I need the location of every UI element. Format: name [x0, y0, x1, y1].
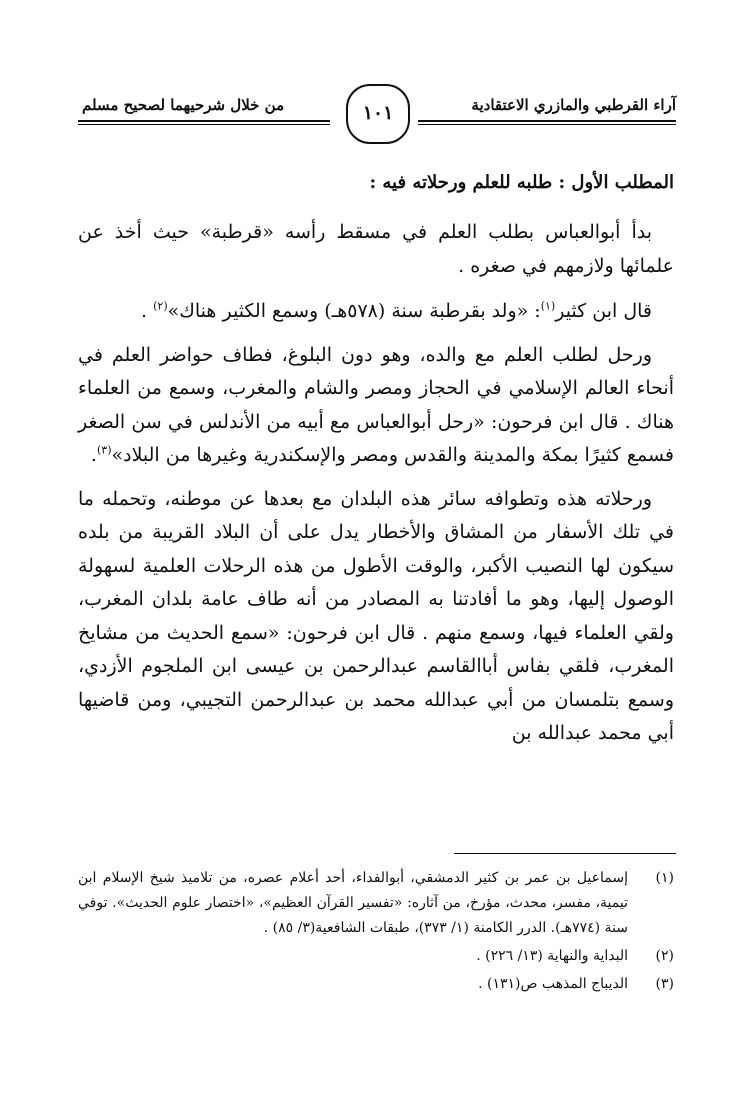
footnotes: [78, 866, 674, 1000]
paragraph-2-quote: : «ولد بقرطبة سنة (٥٧٨هـ) وسمع الكثير هناك»: [167, 300, 541, 322]
footnote-2-number: (٢): [655, 948, 674, 964]
footnote-ref-1: (١): [540, 299, 556, 313]
paragraph-3: [78, 339, 674, 473]
header-book-title: آراء القرطبي والمازري الاعتقادية: [471, 96, 676, 114]
running-header: [78, 88, 676, 148]
footnote-ref-2: (٢): [153, 299, 168, 313]
footnote-2-text: البداية والنهاية (١٣/ ٢٢٦) .: [476, 948, 628, 964]
header-rule-left: [78, 120, 330, 122]
footnote-ref-3: (٣): [96, 443, 112, 457]
footnote-1-number: (١): [655, 870, 674, 886]
footnote-2: [78, 944, 674, 969]
header-subtitle: من خلال شرحيهما لصحيح مسلم: [82, 96, 285, 114]
paragraph-2-end: .: [141, 300, 148, 322]
paragraph-4: [78, 483, 674, 751]
footnote-3: [78, 972, 674, 997]
footnote-1: [78, 866, 674, 941]
paragraph-1-text: بدأ أبوالعباس بطلب العلم في مسقط رأسه «قرطبة» حيث أخذ عن علمائها ولازمهم في صغره .: [78, 221, 674, 277]
header-rule-left-thin: [78, 124, 330, 125]
footnote-separator: [454, 853, 676, 854]
paragraph-1: [78, 216, 674, 283]
paragraph-4-text: ورحلاته هذه وتطوافه سائر هذه البلدان مع بعدها عن موطنه، وتحمله ما في تلك الأسفار من المشاق والأخطار يدل على أن البلاد القريبة من بلده سيكون لها النصيب الأكبر، والوقت الأطول من هذه الرحلات العلمية لسهولة الوصول إليها، وهو ما أفادتنا به المصادر من أنه طاف عامة بلدان المغرب، ولقي العلماء فيها، وسمع منهم . قال ابن فرحون: «سمع الحديث من مشايخ المغرب، فلقي بفاس أباالقاسم عبدالرحمن بن عيسى ابن الملجوم الأزدي، وسمع بتلمسان من أبي عبدالله محمد بن عبدالرحمن التجيبي، ومن قاضيها أبي محمد عبدالله بن: [78, 487, 674, 744]
section-heading: المطلب الأول : طلبه للعلم ورحلاته فيه :: [369, 172, 674, 193]
main-text: [78, 168, 674, 763]
footnote-3-text: الديباج المذهب ص(١٣١) .: [478, 976, 628, 992]
header-rule-right-thin: [418, 124, 676, 125]
page-number: ١٠١: [346, 84, 410, 144]
paragraph-2: [78, 295, 674, 329]
paragraph-3-end: .: [90, 444, 97, 466]
header-rule-right: [418, 120, 676, 122]
paragraph-3-text: ورحل لطلب العلم مع والده، وهو دون البلوغ، فطاف حواضر العلم في أنحاء العالم الإسلامي في الحجاز ومصر والشام والمغرب، وسمع من العلماء هناك . قال ابن فرحون: «رحل أبوالعباس مع أبيه من الأندلس في سن الصغر فسمع كثيرًا بمكة والمدينة والقدس ومصر والإسكندرية وغيرها من البلاد»: [78, 343, 674, 466]
footnote-3-number: (٣): [655, 976, 674, 992]
footnote-1-text: إسماعيل بن عمر بن كثير الدمشقي، أبوالفداء، أحد أعلام عصره، من تلاميذ شيخ الإسلام ابن تيمية، مفسر، محدث، مؤرخ، من آثاره: «تفسير القرآن العظيم»، «اختصار علوم الحديث». توفي سنة (٧٧٤هـ). الدرر الكامنة (١/ ٣٧٣)، طبقات الشافعية(٣/ ٨٥) .: [78, 870, 628, 936]
paragraph-2-text-before: قال ابن كثير: [555, 300, 652, 322]
